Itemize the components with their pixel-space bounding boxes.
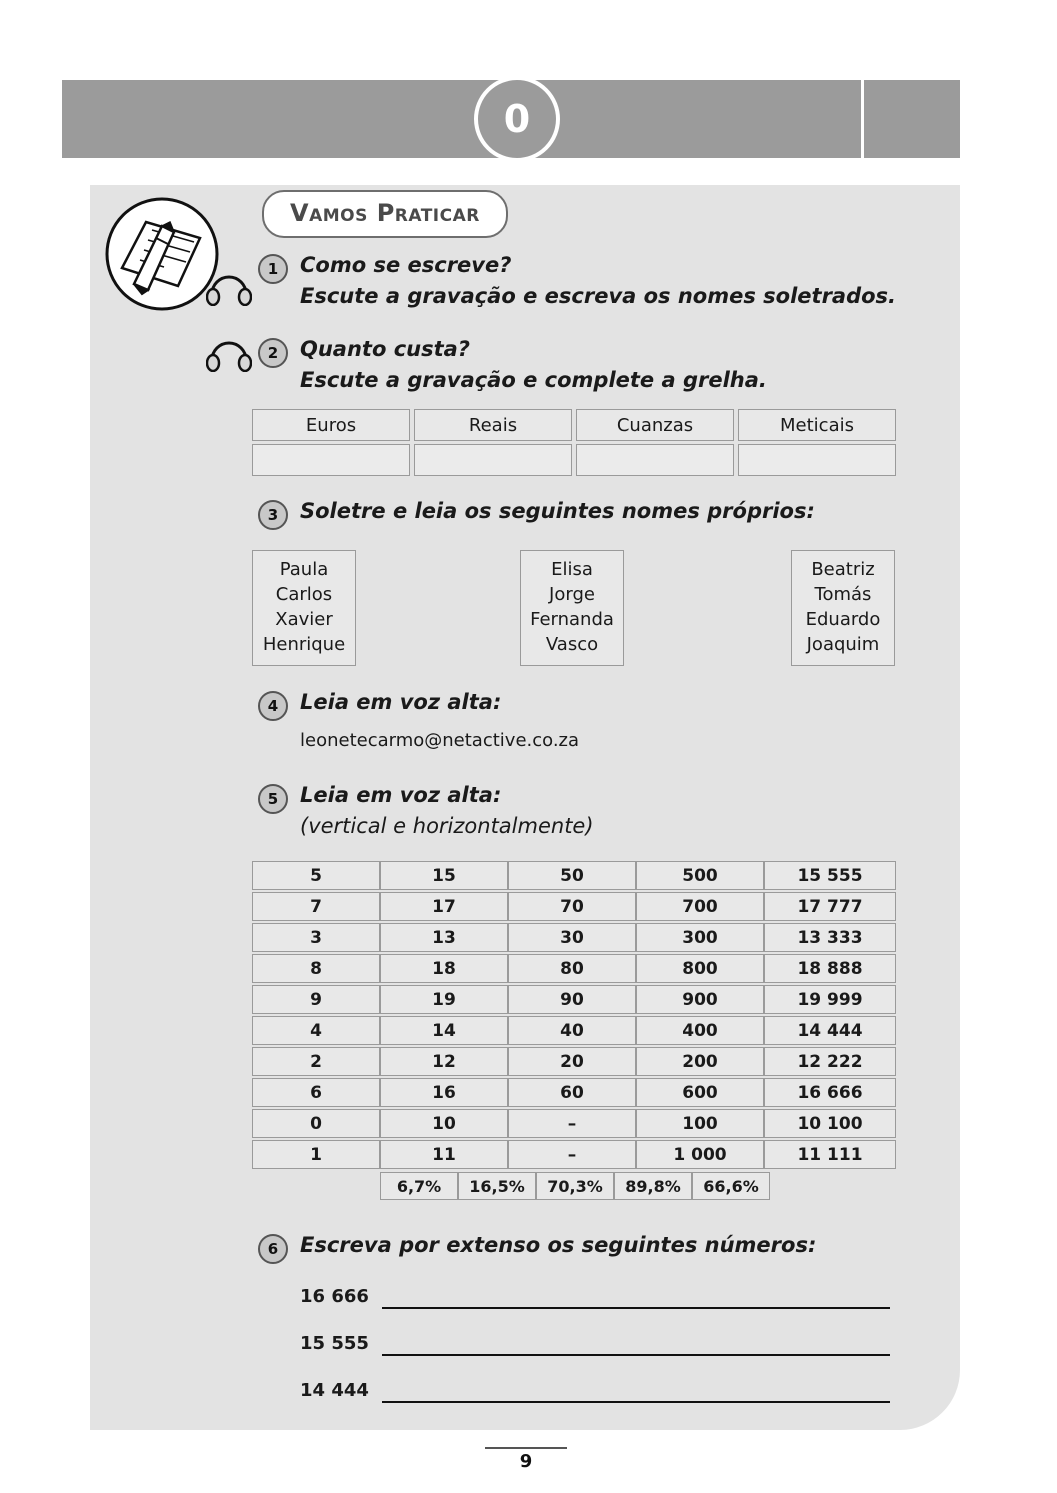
number-cell: 90 [508, 985, 636, 1014]
write-out-value-3: 14 444 [300, 1380, 369, 1401]
number-cell: 18 888 [764, 954, 896, 983]
number-cell: 17 777 [764, 892, 896, 921]
number-cell: – [508, 1109, 636, 1138]
number-cell: 1 000 [636, 1140, 764, 1169]
exercise-5-line-1: Leia em voz alta: [300, 783, 502, 807]
number-cell: 2 [252, 1047, 380, 1076]
number-cell: 60 [508, 1078, 636, 1107]
number-cell: 3 [252, 923, 380, 952]
name-item: Paula [279, 559, 329, 580]
name-column-2 [520, 550, 624, 666]
name-item: Beatriz [811, 559, 875, 580]
currency-header-cuanzas: Cuanzas [576, 409, 734, 441]
exercise-number-2: 2 [258, 338, 288, 368]
header-introdutoria-label: introdutória [795, 48, 957, 73]
name-column-3 [791, 550, 895, 666]
currency-header-meticais: Meticais [738, 409, 896, 441]
number-cell: 16 [380, 1078, 508, 1107]
name-item: Henrique [262, 634, 346, 655]
number-cell: 7 [252, 892, 380, 921]
headphones-icon [206, 272, 252, 306]
number-cell: 500 [636, 861, 764, 890]
number-cell: 18 [380, 954, 508, 983]
number-cell: 8 [252, 954, 380, 983]
currency-answer-reais[interactable] [414, 444, 572, 476]
percent-cell: 6,7% [380, 1172, 458, 1200]
number-cell: 19 [380, 985, 508, 1014]
name-column-1 [252, 550, 356, 666]
number-cell: 700 [636, 892, 764, 921]
number-cell: 800 [636, 954, 764, 983]
number-cell: 300 [636, 923, 764, 952]
notebook-pencil-illustration [104, 196, 220, 312]
number-cell: 15 [380, 861, 508, 890]
percent-cell: 66,6% [692, 1172, 770, 1200]
name-item: Xavier [275, 609, 333, 630]
name-item: Vasco [545, 634, 599, 655]
number-cell: 6 [252, 1078, 380, 1107]
write-out-value-2: 15 555 [300, 1333, 369, 1354]
number-cell: 20 [508, 1047, 636, 1076]
number-cell: 12 222 [764, 1047, 896, 1076]
name-item: Elisa [551, 559, 593, 580]
number-cell: 11 [380, 1140, 508, 1169]
header-unidade-label: unidade [657, 10, 957, 42]
number-cell: 50 [508, 861, 636, 890]
currency-answer-meticais[interactable] [738, 444, 896, 476]
exercise-number-5: 5 [258, 784, 288, 814]
number-cell: 13 333 [764, 923, 896, 952]
write-out-answer-line-3[interactable] [382, 1401, 890, 1403]
number-cell: 12 [380, 1047, 508, 1076]
exercise-2-line-2: Escute a gravação e complete a grelha. [300, 368, 767, 392]
number-cell: 10 [380, 1109, 508, 1138]
number-cell: – [508, 1140, 636, 1169]
number-cell: 30 [508, 923, 636, 952]
exercise-number-6: 6 [258, 1234, 288, 1264]
header-unit-labels [657, 10, 957, 76]
number-cell: 16 666 [764, 1078, 896, 1107]
exercise-3-line-1: Soletre e leia os seguintes nomes próprios: [300, 499, 815, 523]
number-cell: 100 [636, 1109, 764, 1138]
number-cell: 14 444 [764, 1016, 896, 1045]
number-cell: 13 [380, 923, 508, 952]
number-cell: 600 [636, 1078, 764, 1107]
currency-header-euros: Euros [252, 409, 410, 441]
exercise-4-email: leonetecarmo@netactive.co.za [300, 730, 580, 751]
name-item: Jorge [549, 584, 595, 605]
number-cell: 1 [252, 1140, 380, 1169]
number-cell: 5 [252, 861, 380, 890]
page-title: Vamos Praticar [262, 190, 508, 238]
number-cell: 15 555 [764, 861, 896, 890]
currency-answer-cuanzas[interactable] [576, 444, 734, 476]
exercise-5-line-2: (vertical e horizontalmente) [300, 814, 594, 838]
percent-cell: 70,3% [536, 1172, 614, 1200]
unit-number-circle: 0 [474, 76, 560, 162]
exercise-1-line-2: Escute a gravação e escreva os nomes soletrados. [300, 284, 897, 308]
exercise-number-1: 1 [258, 254, 288, 284]
name-item: Carlos [275, 584, 333, 605]
number-cell: 10 100 [764, 1109, 896, 1138]
number-cell: 200 [636, 1047, 764, 1076]
header-right-block [861, 80, 960, 158]
number-cell: 4 [252, 1016, 380, 1045]
currency-header-reais: Reais [414, 409, 572, 441]
exercise-6-line-1: Escreva por extenso os seguintes números: [300, 1233, 817, 1257]
percent-cell: 16,5% [458, 1172, 536, 1200]
number-cell: 400 [636, 1016, 764, 1045]
page-number: 9 [519, 1451, 533, 1472]
percent-cell: 89,8% [614, 1172, 692, 1200]
number-cell: 11 111 [764, 1140, 896, 1169]
number-cell: 900 [636, 985, 764, 1014]
write-out-value-1: 16 666 [300, 1286, 369, 1307]
number-cell: 80 [508, 954, 636, 983]
exercise-number-4: 4 [258, 691, 288, 721]
write-out-answer-line-1[interactable] [382, 1307, 890, 1309]
name-item: Joaquim [806, 634, 880, 655]
exercise-1-line-1: Como se escreve? [300, 253, 512, 277]
number-cell: 19 999 [764, 985, 896, 1014]
name-item: Fernanda [530, 609, 614, 630]
exercise-2-line-1: Quanto custa? [300, 337, 470, 361]
name-item: Tomás [814, 584, 872, 605]
number-cell: 14 [380, 1016, 508, 1045]
number-cell: 17 [380, 892, 508, 921]
number-cell: 70 [508, 892, 636, 921]
exercise-4-line-1: Leia em voz alta: [300, 690, 502, 714]
footer-divider [485, 1447, 567, 1449]
write-out-answer-line-2[interactable] [382, 1354, 890, 1356]
headphones-icon-2 [206, 338, 252, 372]
number-cell: 40 [508, 1016, 636, 1045]
currency-answer-euros[interactable] [252, 444, 410, 476]
number-cell: 9 [252, 985, 380, 1014]
number-cell: 0 [252, 1109, 380, 1138]
name-item: Eduardo [805, 609, 881, 630]
exercise-number-3: 3 [258, 500, 288, 530]
